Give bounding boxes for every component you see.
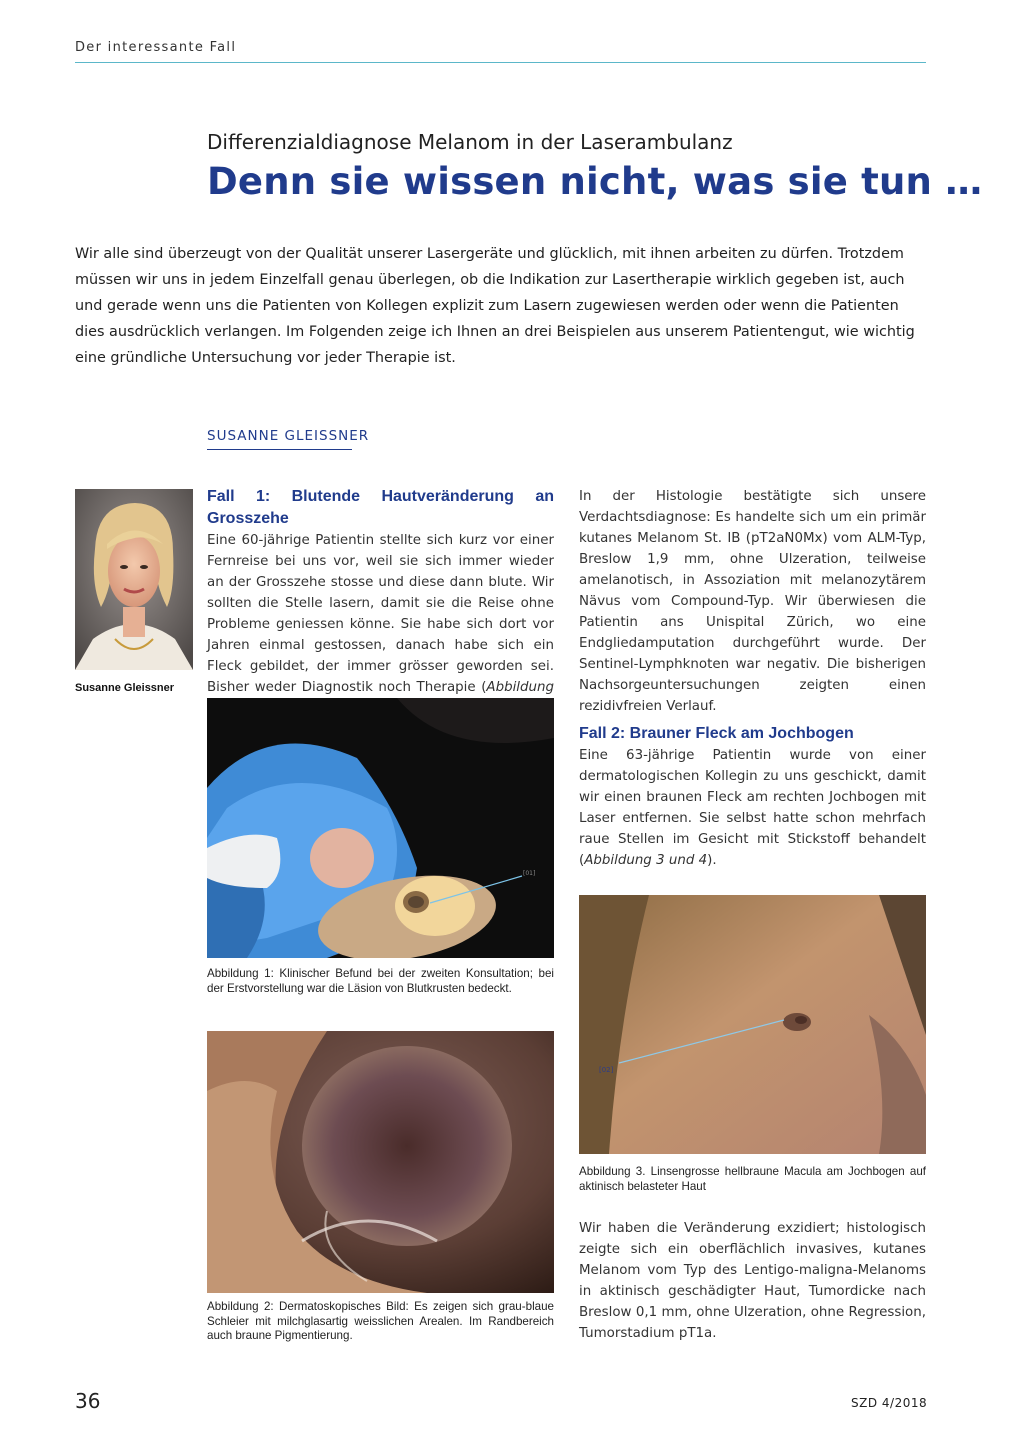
figure-3-marker: [02] xyxy=(599,1066,614,1074)
case2-heading: Fall 2: Brauner Fleck am Jochbogen xyxy=(579,725,854,742)
case2-figure-ref: Abbildung 3 und 4 xyxy=(584,853,708,868)
figure-1-image xyxy=(207,698,554,958)
case1-text: Eine 60-jährige Patientin stellte sich kurz vor einer Fernreise bei uns vor, weil sie sich immer wieder an der Grosszehe stosse und diese dann blute. Wir sollten die Stelle lasern, damit sie die Reise ohne Probleme geniessen könne. Sie habe sich dort vor Jahren einmal gestossen, danach habe sich ein Fleck gebildet, der immer grösser geworden sei. Bisher weder Diagnostik noch Therapie ( xyxy=(207,533,554,695)
dermatoscopy-photo xyxy=(207,1031,554,1293)
page-number: 36 xyxy=(75,1389,101,1413)
figure-3-caption: Abbildung 3. Linsengrosse hellbraune Macula am Jochbogen auf aktinisch belasteter Haut xyxy=(579,1165,926,1193)
article-lead: Wir alle sind überzeugt von der Qualität unserer Lasergeräte und glücklich, mit ihnen arbeiten zu dürfen. Trotzdem müssen wir uns in jedem Einzelfall genau überlegen, ob die Indikation zur Lasertherapie wirklich gegeben ist, auch und gerade wenn uns die Patienten von Kollegen explizit zum Lasern zugewiesen werden oder wenn die Patienten dies ausdrücklich verlangen. Im Folgenden zeige ich Ihnen an drei Beispielen aus unserem Patientengut, wie wichtig eine gründliche Untersuchung vor jeder Therapie ist. xyxy=(75,246,915,366)
case1-heading: Fall 1: Blutende Hautveränderung an Grosszehe xyxy=(207,488,554,527)
case2-text-end: ). xyxy=(707,853,717,868)
figure-2-caption: Abbildung 2: Dermatoskopisches Bild: Es zeigen sich grau-blaue Schleier mit milchglasartig weisslichen Arealen. Im Randbereich auch braune Pigmentierung. xyxy=(207,1300,554,1342)
figure-3-image xyxy=(579,895,926,1154)
footer-issue: SZD 4/2018 xyxy=(851,1396,928,1410)
case2-section xyxy=(579,723,926,871)
figure-2-image xyxy=(207,1031,554,1293)
author-byline: SUSANNE GLEISSNER xyxy=(207,428,370,444)
article-title: Denn sie wissen nicht, was sie tun … xyxy=(207,160,983,203)
case2-text: Eine 63-jährige Patientin wurde von einer dermatologischen Kollegin zu uns geschickt, damit wir einen braunen Fleck am rechten Jochbogen mit Laser entfernen. Sie selbst hatte schon mehrfach raue Stellen im Gesicht mit Stickstoff behandelt ( xyxy=(579,748,926,868)
case1-figure-ref: Abbildung xyxy=(486,680,554,695)
header-rule xyxy=(75,62,926,63)
portrait-image xyxy=(75,489,193,670)
article-kicker: Differenzialdiagnose Melanom in der Laserambulanz xyxy=(207,130,733,154)
figure-1-caption: Abbildung 1: Klinischer Befund bei der zweiten Konsultation; bei der Erstvorstellung war die Läsion von Blutkrusten bedeckt. xyxy=(207,967,554,995)
author-portrait xyxy=(75,489,193,670)
toe-photo xyxy=(207,698,554,958)
case1-section xyxy=(207,486,554,719)
case2-continuation: Wir haben die Veränderung exzidiert; histologisch zeigte sich ein oberflächlich invasives, kutanes Melanom vom Typ des Lentigo-maligna-Melanoms in aktinisch geschädigter Haut, Tumordicke nach Breslow 0,1 mm, ohne Ulzeration, ohne Regression, Tumorstadium pT1a. xyxy=(579,1221,926,1341)
running-head: Der interessante Fall xyxy=(75,40,237,55)
case1-continuation: In der Histologie bestätigte sich unsere Verdachtsdiagnose: Es handelte sich um ein primär kutanes Melanom St. IB (pT2aN0Mx) vom ALM-Typ, Breslow 1,9 mm, ohne Ulzeration, teilweise amelanotisch, in Assoziation mit melanozytärem Nävus vom Compound-Typ. Wir überwiesen die Patientin ans Unispital Zürich, wo eine Endgliedamputation durchgeführt wurde. Der Sentinel-Lymphknoten war negativ. Die bisherigen Nachsorgeuntersuchungen zeigten einen rezidivfreien Verlauf. xyxy=(579,489,926,714)
figure-1-marker: [01] xyxy=(523,870,536,877)
author-underline xyxy=(207,449,352,450)
portrait-caption: Susanne Gleissner xyxy=(75,682,175,694)
cheek-photo xyxy=(579,895,926,1154)
